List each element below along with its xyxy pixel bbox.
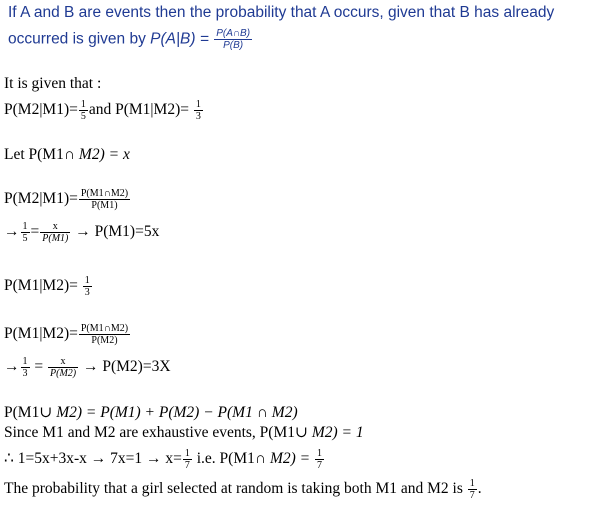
x-fraction: $\frac{1}{7}$ [184,448,190,471]
given-fraction-2: $\frac{1}{3}$ [195,99,201,122]
exhaustive-line: Since M1 and M2 are exhaustive events, P(M1∪ M2) = 1 [4,424,364,441]
union-line: P(M1∪ M2) = P(M1) + P(M2) − P(M1 ∩ M2) [4,404,298,421]
bayes-fraction: $\frac{P(A\cap B)}{P(B)}$ [216,28,251,51]
step3-b-fraction: $\frac{x}{P(M2)}$ [50,356,77,379]
conclusion-line: The probability that a girl selected at random is taking both M1 and M2 is $\frac{1}{7}$ . [4,478,482,501]
given-line: P(M2|M1)= $\frac{1}{5}$ and P(M1|M2)= $\frac{1}{3}$ [4,99,201,122]
intro-line-2 [8,28,253,51]
step1-derivation: → $\frac{1}{5}$ = $\frac{x}{P(M1)}$ → P(M1)=5x [4,221,160,244]
step2-line: P(M1|M2)= $\frac{1}{3}$ [4,275,90,298]
conditional-formula: P(A|B) = [150,30,214,48]
step2-fraction: $\frac{1}{3}$ [84,275,90,298]
intro-text: occurred is given by [8,30,151,48]
given-header: It is given that : [4,75,102,92]
step1-b-fraction: $\frac{x}{P(M1)}$ [42,221,69,244]
intersection-fraction: $\frac{1}{7}$ [317,448,322,471]
step3-derivation: → $\frac{1}{3}$ = $\frac{x}{P(M2)}$ → P(M2)=3X [4,356,171,379]
step1-line: P(M2|M1)= $\frac{P(M1\cap M2)}{P(M1)}$ [4,188,129,211]
step3-a-fraction: $\frac{1}{3}$ [22,356,28,379]
solve-line: ∴ 1=5x+3x-x → 7x=1 → x= $\frac{1}{7}$ i.e. P(M1∩ M2) = $\frac{1}{7}$ [4,448,322,471]
step3-line: P(M1|M2)= $\frac{P(M1\cap M2)}{P(M2)}$ [4,323,129,346]
intro-line-1: If A and B are events then the probability that A occurs, given that B has already [8,4,555,21]
step3-fraction: $\frac{P(M1\cap M2)}{P(M2)}$ [80,323,129,346]
conclusion-fraction: $\frac{1}{7}$ [469,478,475,501]
step1-a-fraction: $\frac{1}{5}$ [22,221,28,244]
step1-fraction: $\frac{P(M1\cap M2)}{P(M1)}$ [80,188,129,211]
given-fraction-1: $\frac{1}{5}$ [80,99,86,122]
let-line: Let P(M1∩ M2) = x [4,146,130,163]
